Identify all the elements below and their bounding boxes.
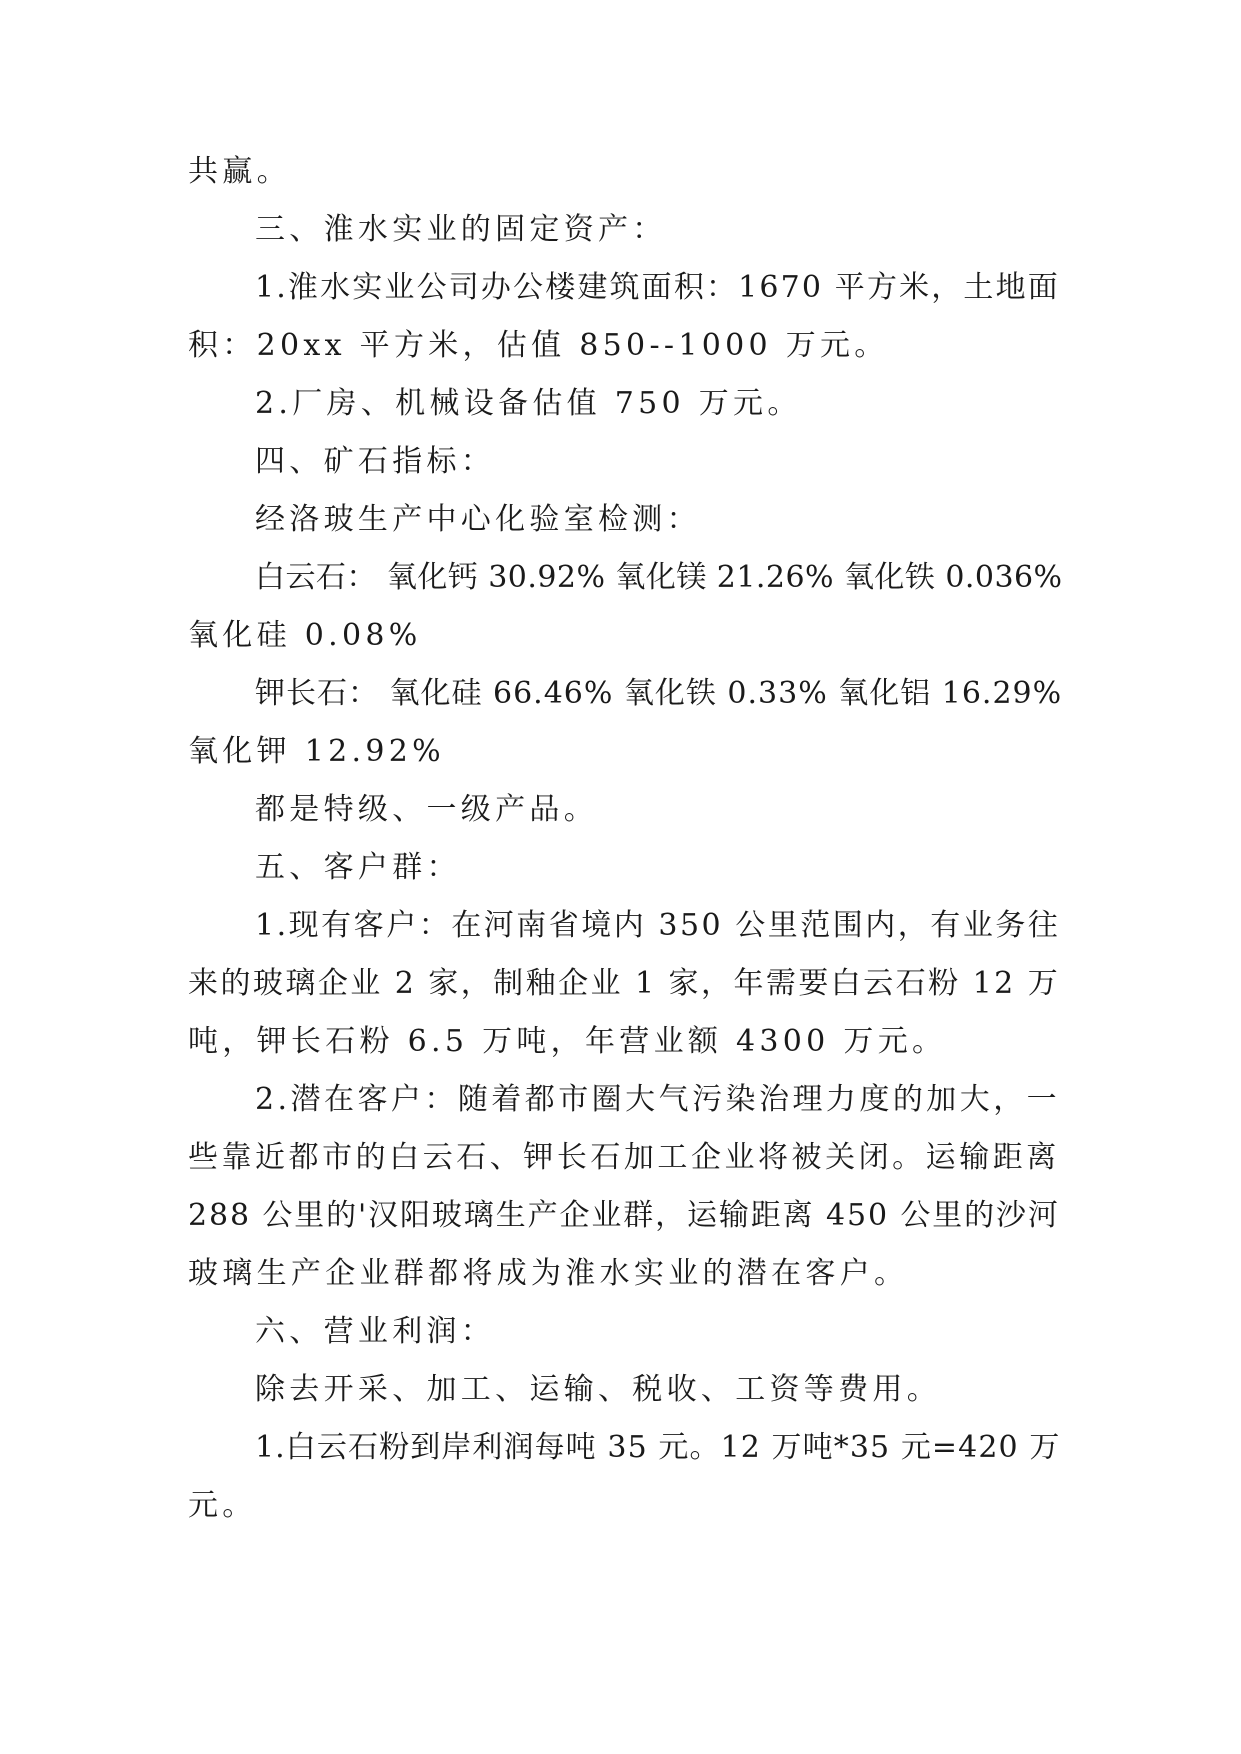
paragraph-line: 共赢。 [188,154,291,189]
paragraph-line: 元。 [188,1488,257,1523]
section-heading: 三、淮水实业的固定资产： [255,212,667,247]
paragraph-line: 白云石： 氧化钙 30.92% 氧化镁 21.26% 氧化铁 0.036% [255,560,1063,595]
paragraph-line: 都是特级、一级产品。 [255,792,598,827]
paragraph-line: 经洛玻生产中心化验室检测： [255,502,701,537]
paragraph-line: 除去开采、加工、运输、税收、工资等费用。 [255,1372,941,1407]
paragraph-line: 1.淮水实业公司办公楼建筑面积：1670 平方米，土地面 [255,270,1060,305]
paragraph-line: 钾长石： 氧化硅 66.46% 氧化铁 0.33% 氧化铝 16.29% [255,676,1063,711]
section-heading: 五、客户群： [255,850,461,885]
paragraph-line: 积：20xx 平方米，估值 850--1000 万元。 [188,328,889,363]
paragraph-line: 些靠近都市的白云石、钾长石加工企业将被关闭。运输距离 [188,1140,1060,1175]
paragraph-line: 来的玻璃企业 2 家，制釉企业 1 家，年需要白云石粉 12 万 [188,966,1061,1001]
section-heading: 六、营业利润： [255,1314,496,1349]
paragraph-line: 1.现有客户：在河南省境内 350 公里范围内，有业务往 [255,908,1061,943]
section-heading: 四、矿石指标： [255,444,496,479]
paragraph-line: 吨，钾长石粉 6.5 万吨，年营业额 4300 万元。 [188,1024,947,1059]
paragraph-line: 玻璃生产企业群都将成为淮水实业的潜在客户。 [188,1256,909,1291]
paragraph-line: 288 公里的'汉阳玻璃生产企业群，运输距离 450 公里的沙河 [188,1198,1060,1233]
paragraph-line: 1.白云石粉到岸利润每吨 35 元。12 万吨*35 元=420 万 [255,1430,1061,1465]
paragraph-line: 氧化硅 0.08% [188,618,422,653]
paragraph-line: 氧化钾 12.92% [188,734,445,769]
paragraph-line: 2.潜在客户：随着都市圈大气污染治理力度的加大，一 [255,1082,1061,1117]
paragraph-line: 2.厂房、机械设备估值 750 万元。 [255,386,802,421]
